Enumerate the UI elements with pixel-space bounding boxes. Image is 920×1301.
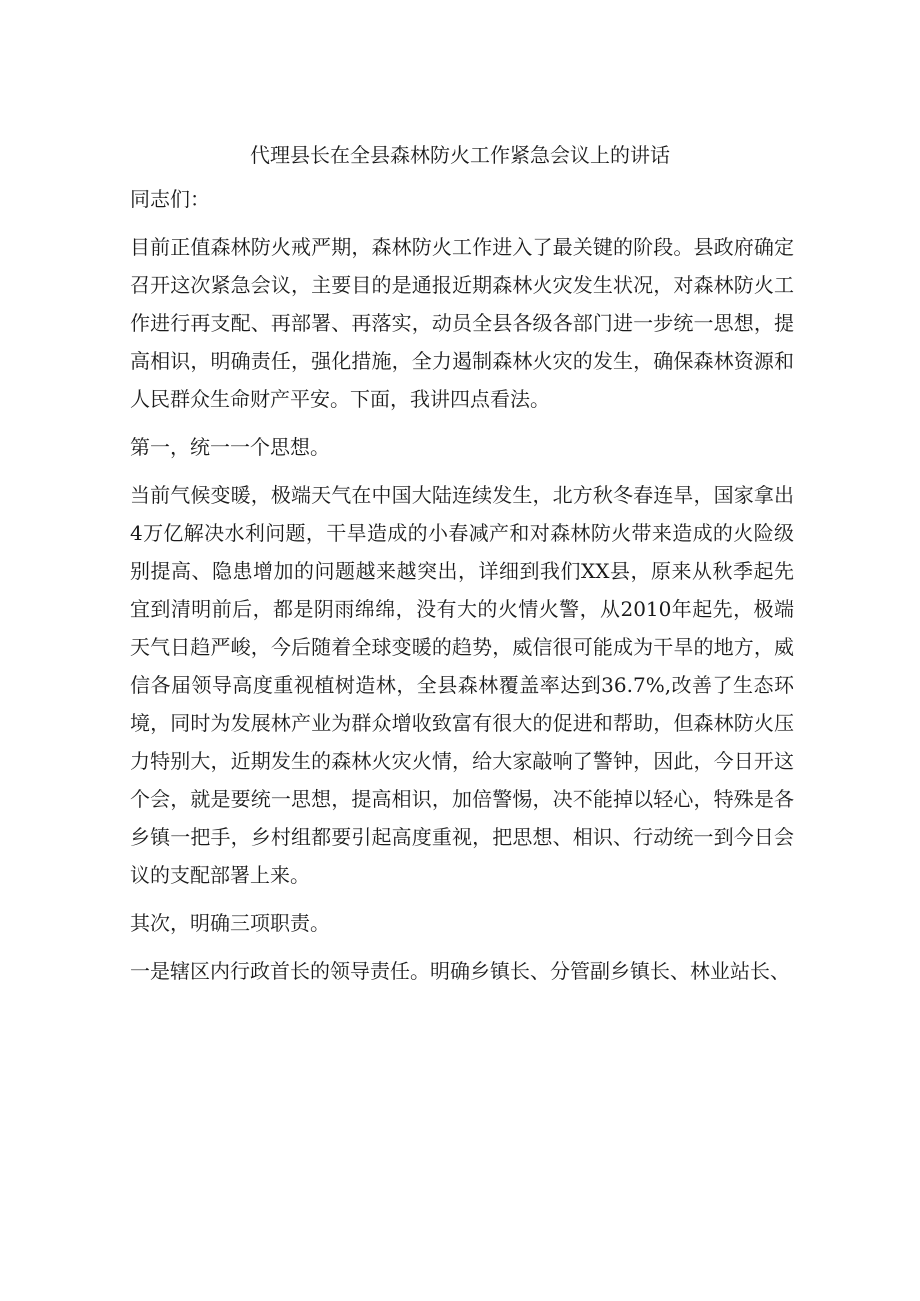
salutation: 同志们： xyxy=(130,187,210,211)
paragraph-first-point: 当前气候变暖，极端天气在中国大陆连续发生，北方秋冬春连旱，国家拿出4万亿解决水利问题，干旱造成的小春减产和对森林防火带来造成的火险级别提高、隐患增加的问题越来越突出，详细到我们XX县，原来从秋季起先宜到清明前后，都是阴雨绵绵，没有大的火情火警，从2010年起先，极端天气日趋严峻，今后随着全球变暖的趋势，威信很可能成为干旱的地方，威信各届领导高度重视植树造林，全县森林覆盖率达到36.7%,改善了生态环境，同时为发展林产业为群众增收致富有很大的促进和帮助，但森林防火压力特别大，近期发生的森林火灾火情，给大家敲响了警钟，因此，今日开这个会，就是要统一思想，提高相识，加倍警惕，决不能掉以轻心，特殊是各乡镇一把手，乡村组都要引起高度重视，把思想、相识、行动统一到今日会议的支配部署上来。 xyxy=(130,483,794,887)
heading-second-point: 其次，明确三项职责。 xyxy=(130,911,330,935)
heading-first-point: 第一，统一一个思想。 xyxy=(130,435,330,459)
paragraph-intro: 目前正值森林防火戒严期，森林防火工作进入了最关键的阶段。县政府确定召开这次紧急会议，主要目的是通报近期森林火灾发生状况，对森林防火工作进行再支配、再部署、再落实，动员全县各级各部门进一步统一思想，提高相识，明确责任，强化措施，全力遏制森林火灾的发生，确保森林资源和人民群众生命财产平安。下面，我讲四点看法。 xyxy=(130,235,794,411)
paragraph-second-point: 一是辖区内行政首长的领导责任。明确乡镇长、分管副乡镇长、林业站长、 xyxy=(130,959,790,983)
document-title: 代理县长在全县森林防火工作紧急会议上的讲话 xyxy=(250,143,670,167)
document-body xyxy=(130,180,794,1000)
